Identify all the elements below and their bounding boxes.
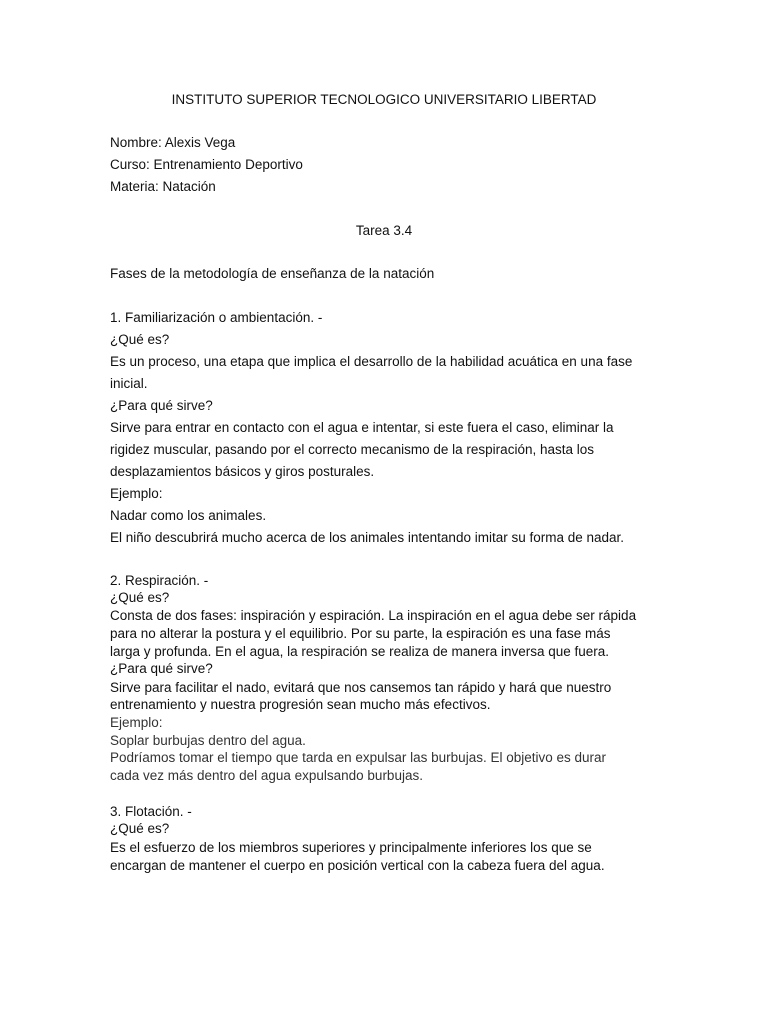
student-name: Nombre: Alexis Vega xyxy=(110,135,236,150)
section1-question-what: ¿Qué es? xyxy=(110,332,170,347)
section2-purpose-line: Sirve para facilitar el nado, evitará que nos cansemos tan rápido y hará que nuestro xyxy=(110,680,612,695)
section2-question-purpose: ¿Para qué sirve? xyxy=(110,661,213,676)
section2-example-line: Soplar burbujas dentro del agua. xyxy=(110,733,306,748)
section2-example-line: Podríamos tomar el tiempo que tarda en expulsar las burbujas. El objetivo es durar xyxy=(110,750,607,765)
section2-example-label: Ejemplo: xyxy=(110,715,163,730)
section1-example-line: El niño descubrirá mucho acerca de los animales intentando imitar su forma de nadar. xyxy=(110,530,625,545)
section1-what-line: Es un proceso, una etapa que implica el desarrollo de la habilidad acuática en una fase xyxy=(110,354,633,369)
section2-question-what: ¿Qué es? xyxy=(110,590,170,605)
section2-what-line: Consta de dos fases: inspiración y espiración. La inspiración en el agua debe ser rápida xyxy=(110,608,637,623)
section1-what-line: inicial. xyxy=(110,376,148,391)
topic-heading: Fases de la metodología de enseñanza de la natación xyxy=(110,266,435,281)
section2-what-line: para no alterar la postura y el equilibrio. Por su parte, la espiración es una fase más xyxy=(110,626,611,641)
subject-line: Materia: Natación xyxy=(110,179,216,194)
section3-what-line: Es el esfuerzo de los miembros superiores y principalmente inferiores los que se xyxy=(110,840,592,855)
section1-example-label: Ejemplo: xyxy=(110,486,163,501)
section3-question-what: ¿Qué es? xyxy=(110,821,170,836)
section2-purpose-line: entrenamiento y nuestra progresión sean mucho más efectivos. xyxy=(110,697,491,712)
section2-what-line: larga y profunda. En el agua, la respiración se realiza de manera inversa que fuera. xyxy=(110,644,610,659)
section1-purpose-line: Sirve para entrar en contacto con el agua e intentar, si este fuera el caso, eliminar la xyxy=(110,420,614,435)
section3-title: 3. Flotación. - xyxy=(110,804,192,819)
section1-purpose-line: desplazamientos básicos y giros posturales. xyxy=(110,464,375,479)
section3-what-line: encargan de mantener el cuerpo en posición vertical con la cabeza fuera del agua. xyxy=(110,858,605,873)
section2-title: 2. Respiración. - xyxy=(110,573,209,588)
institution-title: INSTITUTO SUPERIOR TECNOLOGICO UNIVERSITARIO LIBERTAD xyxy=(171,92,597,107)
section1-purpose-line: rigidez muscular, pasando por el correcto mecanismo de la respiración, hasta los xyxy=(110,442,594,457)
section1-question-purpose: ¿Para qué sirve? xyxy=(110,398,213,413)
section1-example-line: Nadar como los animales. xyxy=(110,508,267,523)
section1-title: 1. Familiarización o ambientación. - xyxy=(110,310,323,325)
task-title: Tarea 3.4 xyxy=(355,223,413,238)
section2-example-line: cada vez más dentro del agua expulsando burbujas. xyxy=(110,768,423,783)
course-line: Curso: Entrenamiento Deportivo xyxy=(110,157,303,172)
